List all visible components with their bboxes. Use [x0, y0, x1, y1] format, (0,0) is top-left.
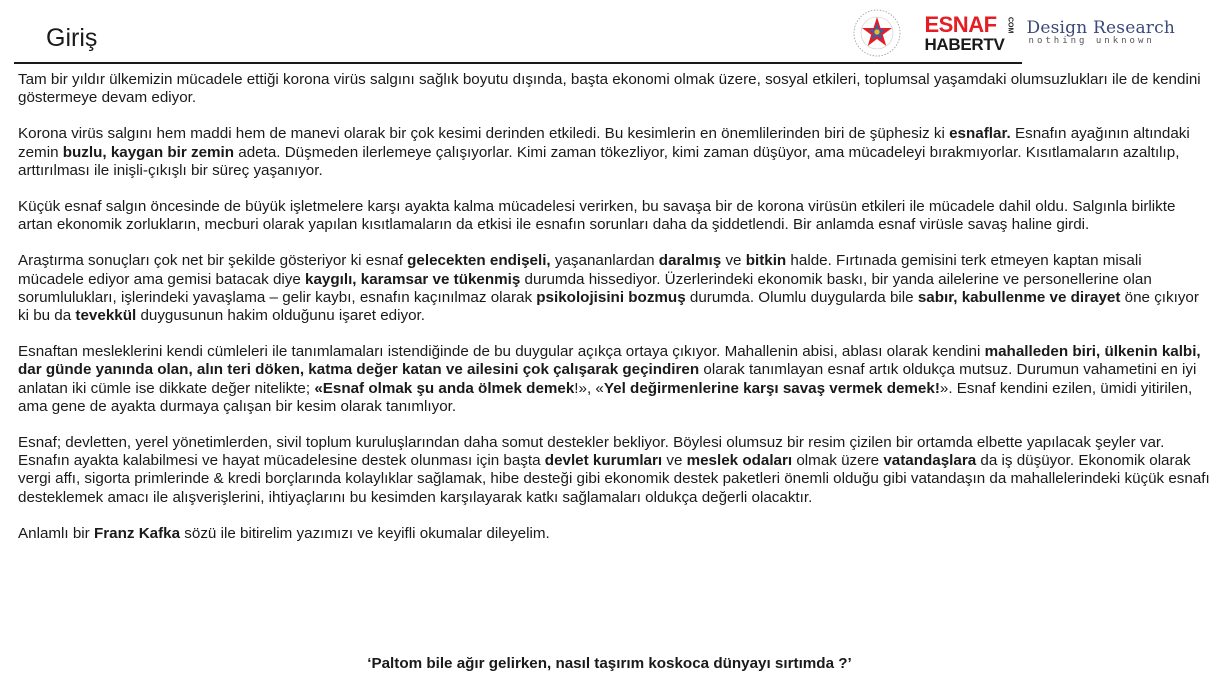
paragraph-4	[18, 252, 1210, 325]
text-run: olmak üzere	[792, 452, 884, 470]
text-run: ve	[662, 452, 687, 470]
text-run: öne çıkıyor ki bu da	[18, 288, 1199, 325]
paragraph-5	[18, 343, 1210, 416]
bold-text: devlet kurumları	[544, 452, 663, 470]
text-run: da iş düşüyor. Ekonomik olarak vergi affı, sigorta primlerinde & kredi borçlarında kolaylıklar sağlamak, hibe desteği gibi ekonomik destek paketleri önemli olduğu gibi vatandaşın da mahallelerindeki küçük esnafı desteklemek amacı ile alışverişlerini, ihtiyaçlarını bu kesimden karşılayarak katkı sağlamaları oldukça değerli olacaktır.	[18, 452, 1210, 506]
text-run: durumda hissediyor. Üzerlerindeki ekonomik baskı, bir yanda ailelerine ve personellerine olan sorumlulukları, işlerindeki yavaşlama – gelir kaybı, esnafın kaçınılmaz olarak	[18, 270, 1152, 306]
bold-text: vatandaşlara	[883, 452, 977, 470]
bold-text: Franz Kafka	[93, 524, 181, 542]
title-divider	[14, 62, 1022, 64]
text-run: ve	[721, 252, 746, 270]
text-run: Anlamlı bir	[18, 524, 94, 542]
paragraph-3	[18, 198, 1210, 234]
bold-text: kaygılı, karamsar ve tükenmiş	[305, 270, 521, 288]
text-run: Esnafın ayağının altındaki zemin	[18, 125, 1190, 161]
article-body	[18, 71, 1210, 561]
text-run: adeta. Düşmeden ilerlemeye çalışıyorlar. Kimi zaman tökezliyor, kimi zaman düşüyor, ama mücadeleyi bırakmıyorlar. Kısıtlamaların azaltılıp, arttırılması ile inişli-çıkışlı bir süreç yaşanıyor.	[18, 143, 1180, 179]
esnaf-logo-top: ESNAF	[924, 11, 997, 37]
page-title: Giriş	[46, 24, 98, 52]
bold-text: esnaflar.	[949, 125, 1011, 143]
esnaf-habertv-logo	[924, 11, 1014, 54]
bold-text: mahalleden biri, ülkenin kalbi, dar günde yanında olan, alın teri döken, katma değer katan ve ailesini çok çalışarak geçindiren	[18, 343, 1201, 379]
esnaf-logo-com: COM	[1006, 16, 1014, 33]
text-run: durumda. Olumlu duygularda bile	[685, 288, 918, 306]
text-run: halde. Fırtınada gemisini terk etmeyen kaptan misali mücadele ediyor ama gemisi batacak diye	[18, 252, 1142, 288]
logo-bar	[852, 8, 1175, 58]
bold-text: tevekkül	[75, 307, 137, 325]
bold-text: Yel değirmenlerine karşı savaş vermek demek!	[603, 379, 940, 397]
closing-quote: ‘Paltom bile ağır gelirken, nasıl taşırım koskoca dünyayı sırtımda ?’	[367, 655, 852, 672]
bold-text: sabır, kabullenme ve dirayet	[917, 288, 1121, 306]
bold-text: bitkin	[745, 252, 787, 270]
bold-text: daralmış	[658, 252, 722, 270]
text-run: Esnaftan mesleklerini kendi cümleleri ile tanımlamaları istendiğinde de bu duygular açıkça ortaya çıkıyor. Mahallenin abisi, ablası olarak kendini	[18, 343, 985, 361]
design-research-logo	[1027, 19, 1175, 48]
text-run: !», «	[574, 379, 604, 397]
text-run: Araştırma sonuçları çok net bir şekilde gösteriyor ki esnaf	[18, 252, 408, 270]
paragraph-2	[18, 125, 1210, 180]
paragraph-6	[18, 434, 1210, 507]
text-run: Tam bir yıldır ülkemizin mücadele ettiği korona virüs salgını sağlık boyutu dışında, başta ekonomi olmak üzere, sosyal etkileri, toplumsal yaşamdaki olumsuzlukları ile de kendini göstermeye devam ediyor.	[18, 71, 1201, 107]
text-run: Küçük esnaf salgın öncesinde de büyük işletmelere karşı ayakta kalma mücadelesi verirken, bu savaşa bir de korona virüsün etkileri ile mücadele dahil oldu. Salgınla birlikte artan ekonomik zorlukların, mecburi olarak yapılan kısıtlamaların da etkisi ile esnafın sorunları daha da şiddetlendi. Bir anlamda esnaf virüsle savaş haline girdi.	[18, 198, 1176, 234]
bold-text: meslek odaları	[686, 452, 793, 470]
association-emblem-icon	[852, 8, 902, 58]
bold-text: gelecekten endişeli,	[407, 252, 551, 270]
text-run: olarak tanımlayan esnaf artık oldukça mutsuz. Durumun vahametini en iyi anlatan iki cümle ise dikkate değer nitelikte;	[18, 361, 1197, 397]
text-run: Korona virüs salgını hem maddi hem de manevi olarak bir çok kesimi derinden etkiledi. Bu kesimlerin en önemlilerinden biri de şüphesiz ki	[18, 125, 950, 143]
paragraph-1	[18, 71, 1210, 107]
design-research-wordmark: Design Research	[1026, 17, 1175, 38]
text-run: ». Esnaf kendini ezilen, ümidi yitirilen, ama gene de ayakta durmaya çalışan bir kesim olarak tanımlıyor.	[18, 379, 1193, 415]
esnaf-logo-bottom: HABERTV	[924, 34, 1005, 54]
bold-text: «Esnaf olmak şu anda ölmek demek	[314, 379, 575, 397]
text-run: sözü ile bitirelim yazımızı ve keyifli okumalar dileyelim.	[180, 524, 550, 542]
bold-text: buzlu, kaygan bir zemin	[62, 143, 235, 161]
text-run: yaşananlardan	[550, 252, 659, 270]
text-run: Esnaf; devletten, yerel yönetimlerden, sivil toplum kuruluşlarından daha somut destekler bekliyor. Böylesi olumsuz bir resim çizilen bir ortamda elbette yapılacak şeyler var. Esnafın ayakta kalabilmesi ve hayat mücadelesine destek olunması için başta	[18, 434, 1165, 470]
paragraph-7	[18, 525, 1210, 543]
design-research-tagline: nothing unknown	[1028, 36, 1155, 47]
text-run: duygusunun hakim olduğunu işaret ediyor.	[136, 307, 425, 325]
bold-text: psikolojisini bozmuş	[536, 288, 686, 306]
